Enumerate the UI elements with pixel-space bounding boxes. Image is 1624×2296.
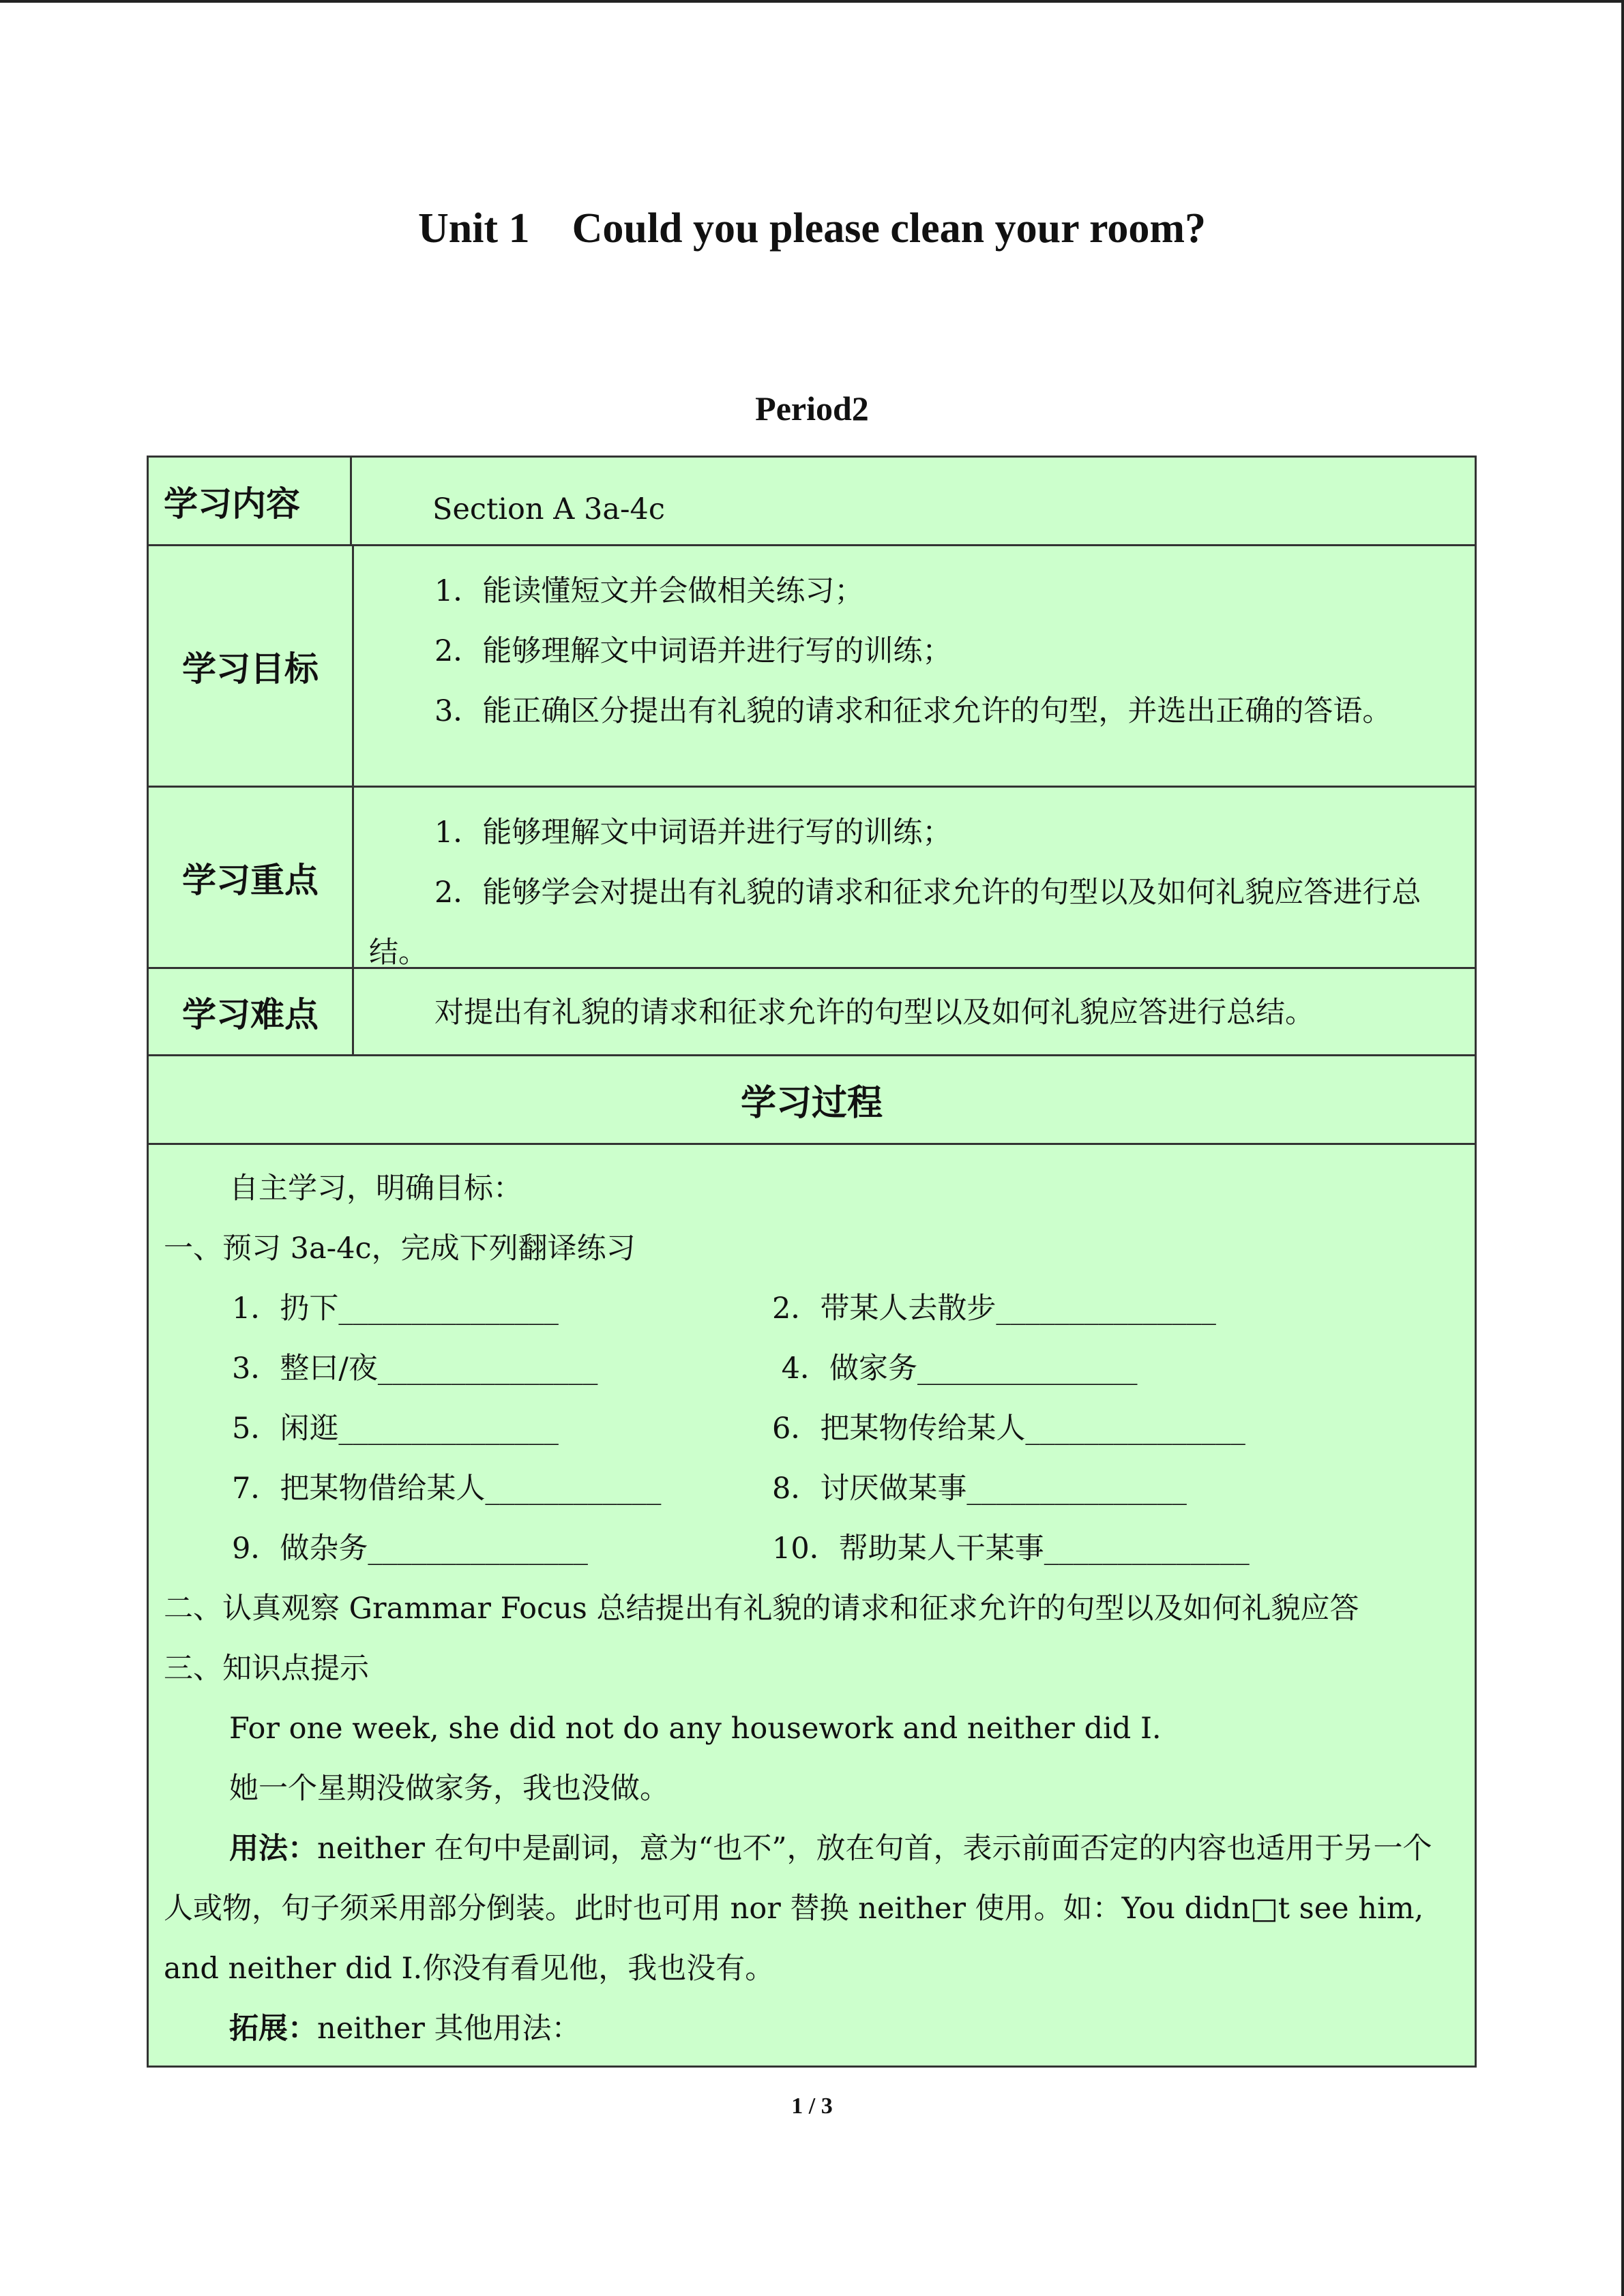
key-point-item: 2．能够学会对提出有礼貌的请求和征求允许的句型以及如何礼貌应答进行总结。 [369,876,1421,970]
difficulty-cell [354,969,1475,1054]
exercise-item: 1．扔下_______________ [232,1292,559,1326]
process-intro: 自主学习，明确目标： [229,1172,522,1206]
exercise-item: 4．做家务_______________ [772,1352,1138,1386]
extend-label: 拓展： [229,2012,317,2046]
exercise-item: 6．把某物传给某人_______________ [772,1412,1245,1446]
section-grammar-focus: 二、认真观察 Grammar Focus 总结提出有礼貌的请求和征求允许的句型以及如何礼貌应答 [164,1592,1359,1626]
section-preview: 一、预习 3a-4c，完成下列翻译练习 [164,1232,636,1266]
process-body [149,1145,1475,2066]
document-title: Unit 1 Could you please clean your room? [417,205,1207,252]
difficulty-text: 对提出有礼貌的请求和征求允许的句型以及如何礼貌应答进行总结。 [434,996,1314,1030]
example-english: For one week, she did not do any housework and neither did I. [229,1712,1162,1746]
section-knowledge-points: 三、知识点提示 [164,1652,369,1686]
exercise-item: 9．做杂务_______________ [232,1532,588,1566]
process-header: 学习过程 [149,1056,1475,1145]
label-content: 学习内容 [149,458,352,544]
exercise-item: 10．帮助某人干某事______________ [772,1532,1250,1566]
key-points-cell [354,788,1475,970]
goals-cell [354,546,1475,786]
extend-text: neither 其他用法： [317,2012,581,2046]
usage-label: 用法： [229,1832,317,1866]
exercise-item: 8．讨厌做某事_______________ [772,1472,1187,1506]
exercise-item: 7．把某物借给某人____________ [232,1472,662,1506]
lesson-table [147,456,1477,2068]
example-chinese: 她一个星期没做家务，我也没做。 [229,1772,669,1806]
page-border-right [1621,0,1624,2296]
row-key-points [149,788,1475,969]
goal-item: 1．能读懂短文并会做相关练习； [434,574,864,608]
exercise-item: 5．闲逛_______________ [232,1412,559,1446]
usage-paragraph [164,1819,1460,1999]
period-title: Period2 [755,389,869,428]
label-difficulty: 学习难点 [149,969,354,1054]
page-border-top [0,0,1624,3]
label-key-points: 学习重点 [149,788,354,967]
key-point-item: 1．能够理解文中词语并进行写的训练； [434,816,952,850]
row-content [149,458,1475,546]
content-text: Section A 3a-4c [432,492,665,526]
goal-item: 3．能正确区分提出有礼貌的请求和征求允许的句型，并选出正确的答语。 [434,694,1392,728]
row-goals [149,546,1475,788]
content-cell [352,458,1475,544]
extend-paragraph [164,1999,1460,2059]
exercise-item: 3．整曰/夜_______________ [232,1352,598,1386]
label-goals: 学习目标 [149,546,354,786]
translation-exercises [164,1279,1460,1579]
goal-item: 2．能够理解文中词语并进行写的训练； [434,634,952,668]
usage-text: neither 在句中是副词，意为“也不”，放在句首，表示前面否定的内容也适用于另一个人或物，句子须采用部分倒装。此时也可用 nor 替换 neither 使用。如：You didn□t see him, and neither did I.你没有看见他，我也没有。 [164,1832,1432,1986]
page-number: 1 / 3 [791,2093,833,2119]
row-difficulty [149,969,1475,1056]
exercise-item: 2．带某人去散步_______________ [772,1292,1216,1326]
